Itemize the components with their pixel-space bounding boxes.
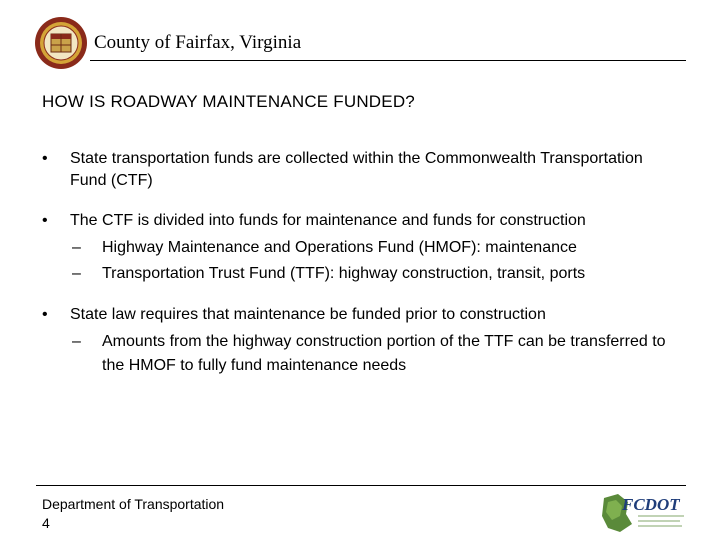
footer-department: Department of Transportation [42,496,225,512]
slide-title: HOW IS ROADWAY MAINTENANCE FUNDED? [42,92,415,111]
sub-bullet-mark: – [72,239,81,256]
bullet-mark: • [42,212,48,229]
sub-bullet-text: Amounts from the highway construction portion of the TTF can be transferred to the HMOF to fully fund maintenance needs [102,333,666,374]
sub-bullet-mark: – [72,265,81,282]
header-title: County of Fairfax, Virginia [94,32,302,53]
sub-bullet-item [42,330,682,378]
sub-bullet-text: Highway Maintenance and Operations Fund (HMOF): maintenance [102,239,577,256]
bullet-text: State law requires that maintenance be funded prior to construction [70,306,546,323]
sub-bullet-item [42,262,682,286]
bullet-text: The CTF is divided into funds for maintenance and funds for construction [70,212,586,229]
fcdot-logo-icon [598,488,688,536]
bullet-item [42,148,682,192]
sub-bullet-text: Transportation Trust Fund (TTF): highway construction, transit, ports [102,265,586,282]
bullet-item [42,304,682,378]
header-divider [90,60,686,61]
bullet-mark: • [42,306,48,323]
slide-content [42,148,682,396]
fcdot-logo-text: FCDOT [622,495,680,514]
footer-divider [36,485,686,486]
bullet-mark: • [42,150,48,167]
bullet-item [42,210,682,286]
bullet-text: State transportation funds are collected within the Commonwealth Transportation Fund (CTF) [70,150,643,189]
sub-bullet-mark: – [72,333,81,350]
sub-bullet-item [42,236,682,260]
page-number: 4 [42,515,50,531]
county-seal-icon [34,16,88,70]
